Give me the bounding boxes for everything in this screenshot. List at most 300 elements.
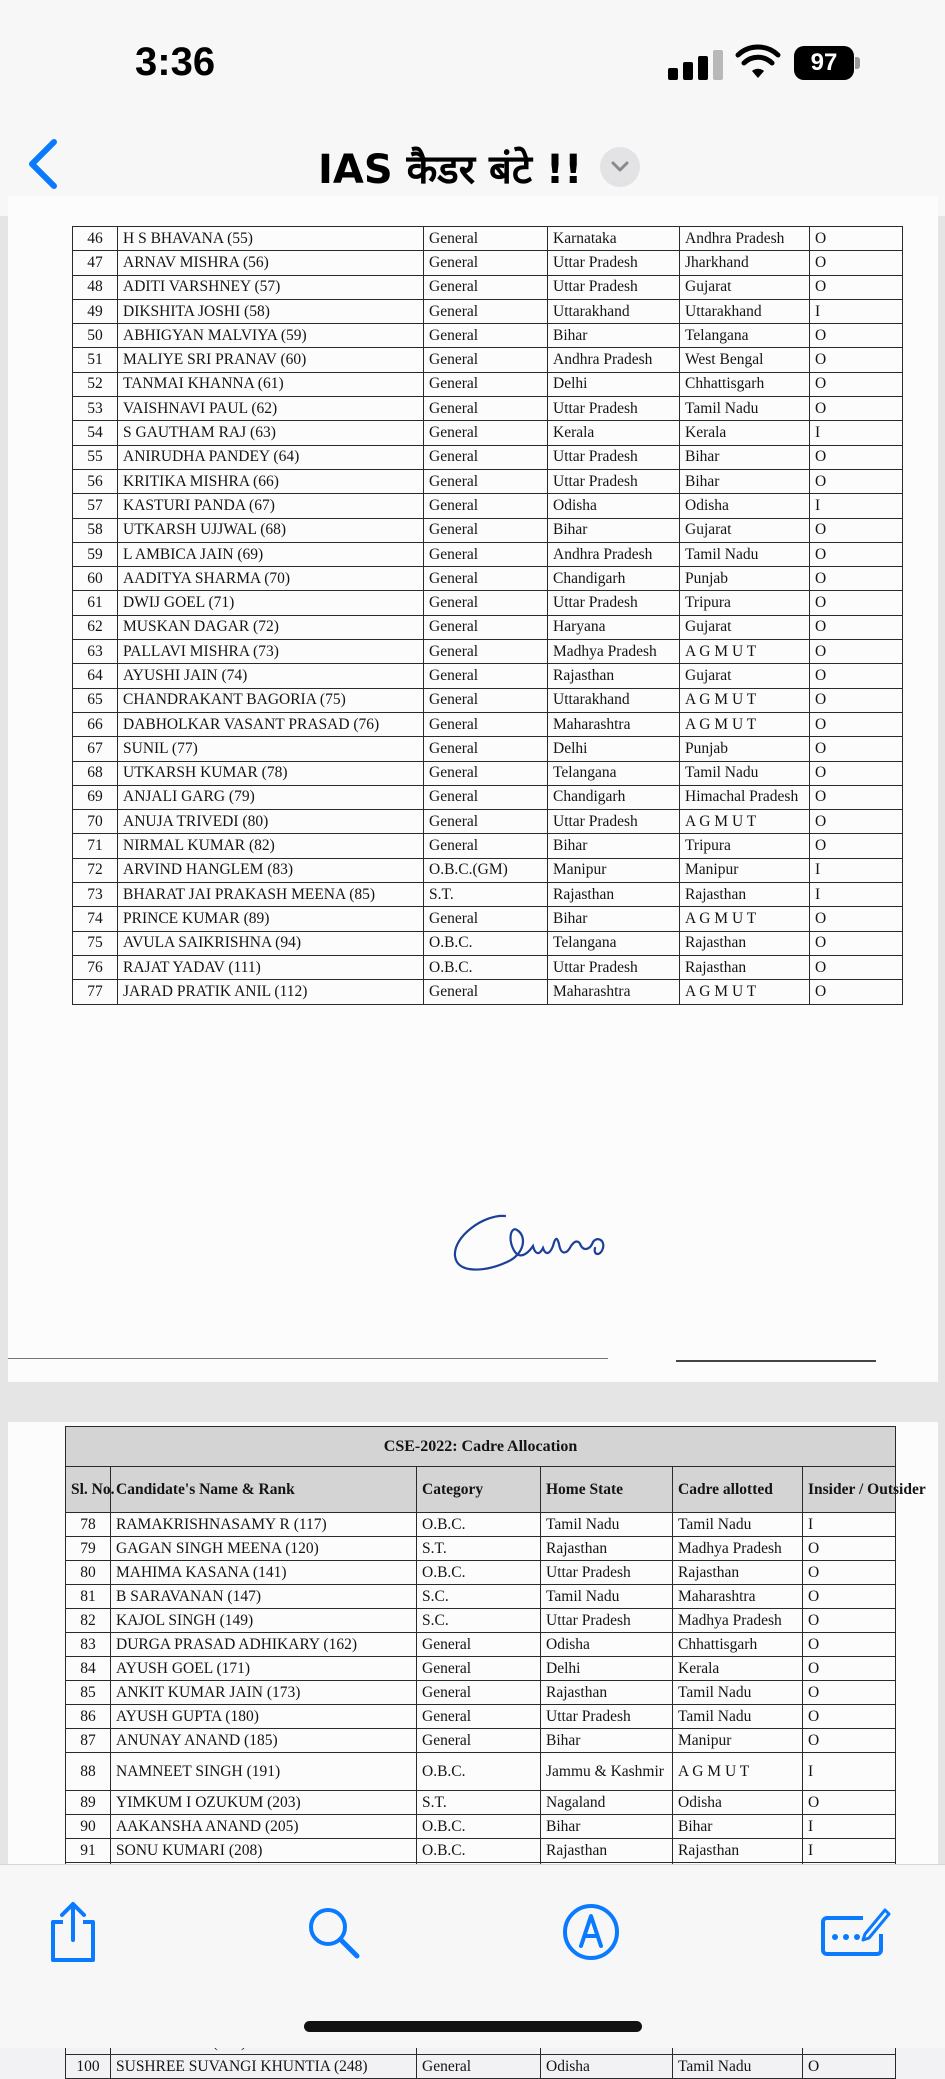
table-cell: Tamil Nadu <box>680 542 810 566</box>
table-cell: 84 <box>66 1657 111 1681</box>
table-cell: Manipur <box>673 1729 803 1753</box>
share-icon <box>45 1900 101 1964</box>
table-cell: Bihar <box>548 907 680 931</box>
table-row <box>73 227 903 251</box>
table-cell: Uttar Pradesh <box>548 445 680 469</box>
table-cell: Andhra Pradesh <box>680 227 810 251</box>
table-cell: 52 <box>73 372 118 396</box>
table-cell: DWIJ GOEL (71) <box>118 591 424 615</box>
table-cell: BHARAT JAI PRAKASH MEENA (85) <box>118 883 424 907</box>
table-cell: KRITIKA MISHRA (66) <box>118 469 424 493</box>
table-cell: 80 <box>66 1561 111 1585</box>
table-row <box>73 955 903 979</box>
table-row <box>66 1585 896 1609</box>
chevron-down-icon[interactable] <box>600 147 640 187</box>
chevron-left-icon <box>20 134 70 194</box>
column-header: Cadre allotted <box>673 1467 803 1513</box>
table-cell: AYUSHI JAIN (74) <box>118 664 424 688</box>
table-row <box>73 834 903 858</box>
table-cell: 87 <box>66 1729 111 1753</box>
table-cell: S GAUTHAM RAJ (63) <box>118 421 424 445</box>
table-cell: DURGA PRASAD ADHIKARY (162) <box>111 1633 417 1657</box>
table-cell: 89 <box>66 1791 111 1815</box>
table-cell: I <box>803 1753 896 1791</box>
table-row <box>73 810 903 834</box>
table-cell: 57 <box>73 494 118 518</box>
table-row <box>73 421 903 445</box>
table-cell: Madhya Pradesh <box>673 1537 803 1561</box>
table-cell: S.T. <box>417 1791 541 1815</box>
table-row <box>66 1705 896 1729</box>
table-cell: S.C. <box>417 1609 541 1633</box>
table-cell: Delhi <box>548 737 680 761</box>
bottom-toolbar <box>0 1864 945 2048</box>
table-cell: General <box>424 275 548 299</box>
table-cell: O <box>810 324 903 348</box>
table-cell: Chhattisgarh <box>680 372 810 396</box>
signature <box>445 1196 625 1286</box>
table-cell: JARAD PRATIK ANIL (112) <box>118 980 424 1004</box>
table-row <box>73 348 903 372</box>
table-cell: Tripura <box>680 834 810 858</box>
table-cell: MALIYE SRI PRANAV (60) <box>118 348 424 372</box>
table-cell: Uttar Pradesh <box>548 591 680 615</box>
table-cell: Manipur <box>548 858 680 882</box>
table-cell: General <box>424 299 548 323</box>
table-cell: General <box>424 615 548 639</box>
table-cell: General <box>424 494 548 518</box>
table-cell: 85 <box>66 1681 111 1705</box>
table-cell: 72 <box>73 858 118 882</box>
table-cell: Himachal Pradesh <box>680 785 810 809</box>
table-cell: Rajasthan <box>548 883 680 907</box>
table-cell: General <box>424 834 548 858</box>
table-row <box>66 1609 896 1633</box>
table-cell: 88 <box>66 1753 111 1791</box>
table-cell: Karnataka <box>548 227 680 251</box>
table-cell: General <box>424 251 548 275</box>
table-cell: O <box>803 1729 896 1753</box>
table-cell: General <box>424 324 548 348</box>
table-cell: O <box>810 737 903 761</box>
table-cell: Jharkhand <box>680 251 810 275</box>
table-cell: Andhra Pradesh <box>548 542 680 566</box>
table-row <box>73 299 903 323</box>
table-cell: MUSKAN DAGAR (72) <box>118 615 424 639</box>
table-row <box>73 980 903 1004</box>
table-cell: Telangana <box>548 931 680 955</box>
table-cell: Manipur <box>680 858 810 882</box>
table-cell: 53 <box>73 397 118 421</box>
cadre-table <box>72 226 903 1005</box>
table-cell: B SARAVANAN (147) <box>111 1585 417 1609</box>
table-cell: ANJALI GARG (79) <box>118 785 424 809</box>
table-row <box>73 542 903 566</box>
table-cell: Gujarat <box>680 518 810 542</box>
table-cell: General <box>424 397 548 421</box>
table-cell: 71 <box>73 834 118 858</box>
table-cell: Uttarakhand <box>548 299 680 323</box>
battery-level: 97 <box>794 46 854 80</box>
table-cell: General <box>424 980 548 1004</box>
table-cell: O <box>810 834 903 858</box>
table-cell: O <box>810 542 903 566</box>
table-cell: I <box>810 421 903 445</box>
table-caption: CSE-2022: Cadre Allocation <box>66 1427 896 1467</box>
table-cell: 55 <box>73 445 118 469</box>
column-header: Candidate's Name & Rank <box>111 1467 417 1513</box>
table-cell: Rajasthan <box>673 1561 803 1585</box>
status-bar <box>0 0 945 120</box>
table-cell: A G M U T <box>673 1753 803 1791</box>
table-cell: O <box>803 1585 896 1609</box>
table-row <box>73 883 903 907</box>
table-cell: Gujarat <box>680 275 810 299</box>
table-cell: A G M U T <box>680 712 810 736</box>
table-cell: O.B.C. <box>417 1815 541 1839</box>
table-cell: CHANDRAKANT BAGORIA (75) <box>118 688 424 712</box>
table-cell: West Bengal <box>680 348 810 372</box>
table-cell: Telangana <box>680 324 810 348</box>
table-cell: Uttar Pradesh <box>548 251 680 275</box>
table-cell: YIMKUM I OZUKUM (203) <box>111 1791 417 1815</box>
table-row <box>73 907 903 931</box>
table-cell: Bihar <box>680 469 810 493</box>
table-cell: DABHOLKAR VASANT PRASAD (76) <box>118 712 424 736</box>
table-row <box>73 737 903 761</box>
table-cell: TANMAI KHANNA (61) <box>118 372 424 396</box>
table-cell: Odisha <box>541 1633 673 1657</box>
table-cell: Tamil Nadu <box>673 1705 803 1729</box>
table-cell: General <box>417 2055 541 2079</box>
table-row <box>73 688 903 712</box>
markup-icon <box>561 1902 621 1962</box>
table-cell: AADITYA SHARMA (70) <box>118 567 424 591</box>
table-cell: UTKARSH UJJWAL (68) <box>118 518 424 542</box>
table-cell: 48 <box>73 275 118 299</box>
table-cell: 59 <box>73 542 118 566</box>
table-cell: Gujarat <box>680 615 810 639</box>
table-cell: ANUNAY ANAND (185) <box>111 1729 417 1753</box>
table-cell: A G M U T <box>680 640 810 664</box>
table-cell: NIRMAL KUMAR (82) <box>118 834 424 858</box>
table-cell: Uttar Pradesh <box>541 1609 673 1633</box>
table-cell: SUSHREE SUVANGI KHUNTIA (248) <box>111 2055 417 2079</box>
table-cell: Maharashtra <box>548 980 680 1004</box>
table-cell: 69 <box>73 785 118 809</box>
table-row <box>73 324 903 348</box>
table-cell: Tamil Nadu <box>673 1681 803 1705</box>
table-cell: Chandigarh <box>548 785 680 809</box>
table-cell: General <box>424 712 548 736</box>
table-cell: 70 <box>73 810 118 834</box>
table-cell: O <box>810 372 903 396</box>
table-cell: Uttar Pradesh <box>548 397 680 421</box>
table-cell: 73 <box>73 883 118 907</box>
table-cell: Madhya Pradesh <box>548 640 680 664</box>
table-row <box>73 494 903 518</box>
table-cell: 54 <box>73 421 118 445</box>
table-row <box>66 1729 896 1753</box>
table-row <box>73 640 903 664</box>
table-cell: Maharashtra <box>673 1585 803 1609</box>
table-cell: Rajasthan <box>680 931 810 955</box>
table-cell: Tamil Nadu <box>673 2055 803 2079</box>
table-cell: RAJAT YADAV (111) <box>118 955 424 979</box>
table-row <box>66 1753 896 1791</box>
table-cell: Haryana <box>548 615 680 639</box>
table-row <box>73 858 903 882</box>
table-cell: ARNAV MISHRA (56) <box>118 251 424 275</box>
pdf-page <box>8 196 938 1382</box>
table-cell: 51 <box>73 348 118 372</box>
table-cell: General <box>424 542 548 566</box>
form-fill-icon <box>819 1904 891 1960</box>
table-cell: O <box>803 1705 896 1729</box>
table-cell: 66 <box>73 712 118 736</box>
table-cell: 68 <box>73 761 118 785</box>
table-cell: General <box>424 469 548 493</box>
table-cell: O <box>803 1791 896 1815</box>
table-cell: O <box>810 810 903 834</box>
table-row <box>73 518 903 542</box>
table-row <box>73 591 903 615</box>
table-cell: O <box>810 227 903 251</box>
table-cell: S.T. <box>424 883 548 907</box>
table-cell: O.B.C.(GM) <box>424 858 548 882</box>
status-time: 3:36 <box>135 40 216 84</box>
table-row <box>66 1839 896 1863</box>
column-header: Insider / Outsider <box>803 1467 896 1513</box>
table-cell: O <box>810 469 903 493</box>
table-cell: I <box>803 1839 896 1863</box>
table-cell: KASTURI PANDA (67) <box>118 494 424 518</box>
table-cell: Odisha <box>541 2055 673 2079</box>
table-cell: I <box>810 858 903 882</box>
table-cell: KAJOL SINGH (149) <box>111 1609 417 1633</box>
search-button[interactable] <box>298 1897 368 1967</box>
table-cell: O <box>803 1561 896 1585</box>
table-cell: General <box>417 1705 541 1729</box>
table-cell: General <box>424 761 548 785</box>
table-cell: O <box>810 445 903 469</box>
back-button[interactable] <box>20 134 70 194</box>
table-row <box>66 1537 896 1561</box>
table-cell: General <box>424 348 548 372</box>
table-cell: Chandigarh <box>548 567 680 591</box>
battery-icon <box>794 46 860 80</box>
table-cell: O <box>810 591 903 615</box>
table-row <box>66 1657 896 1681</box>
table-cell: O <box>803 1537 896 1561</box>
table-cell: O <box>810 785 903 809</box>
table-cell: 78 <box>66 1513 111 1537</box>
table-cell: 63 <box>73 640 118 664</box>
table-cell: ANUJA TRIVEDI (80) <box>118 810 424 834</box>
table-cell: I <box>803 1815 896 1839</box>
table-cell: General <box>424 664 548 688</box>
table-cell: O.B.C. <box>417 1753 541 1791</box>
table-cell: AYUSH GUPTA (180) <box>111 1705 417 1729</box>
table-cell: L AMBICA JAIN (69) <box>118 542 424 566</box>
table-cell: O <box>810 664 903 688</box>
wifi-icon <box>735 46 781 80</box>
table-row <box>66 1815 896 1839</box>
table-cell: General <box>424 688 548 712</box>
table-row <box>66 1791 896 1815</box>
table-cell: Odisha <box>680 494 810 518</box>
column-header: Category <box>417 1467 541 1513</box>
table-cell: Tamil Nadu <box>673 1513 803 1537</box>
table-cell: General <box>424 640 548 664</box>
table-cell: AAKANSHA ANAND (205) <box>111 1815 417 1839</box>
table-cell: Uttarakhand <box>680 299 810 323</box>
table-cell: General <box>424 907 548 931</box>
table-cell: ARVIND HANGLEM (83) <box>118 858 424 882</box>
table-cell: 46 <box>73 227 118 251</box>
table-cell: General <box>424 737 548 761</box>
table-cell: Rajasthan <box>541 1681 673 1705</box>
table-cell: ABHIGYAN MALVIYA (59) <box>118 324 424 348</box>
table-row <box>73 785 903 809</box>
table-cell: 91 <box>66 1839 111 1863</box>
table-cell: 60 <box>73 567 118 591</box>
table-cell: Gujarat <box>680 664 810 688</box>
table-cell: 74 <box>73 907 118 931</box>
table-cell: Uttar Pradesh <box>541 1705 673 1729</box>
table-cell: O <box>810 761 903 785</box>
table-cell: S.C. <box>417 1585 541 1609</box>
table-cell: 64 <box>73 664 118 688</box>
table-cell: O <box>810 980 903 1004</box>
table-cell: O <box>810 567 903 591</box>
search-icon <box>305 1904 361 1960</box>
home-indicator <box>304 2021 642 2032</box>
table-cell: Punjab <box>680 567 810 591</box>
table-row <box>73 445 903 469</box>
table-cell: 61 <box>73 591 118 615</box>
table-cell: Uttar Pradesh <box>541 1561 673 1585</box>
table-cell: General <box>424 227 548 251</box>
table-cell: Bihar <box>680 445 810 469</box>
table-cell: General <box>424 372 548 396</box>
table-cell: PRINCE KUMAR (89) <box>118 907 424 931</box>
table-cell: O <box>810 615 903 639</box>
table-cell: 62 <box>73 615 118 639</box>
table-cell: Nagaland <box>541 1791 673 1815</box>
table-cell: General <box>417 1729 541 1753</box>
table-cell: A G M U T <box>680 688 810 712</box>
table-cell: SONU KUMARI (208) <box>111 1839 417 1863</box>
markup-button[interactable] <box>556 1897 626 1967</box>
table-cell: 47 <box>73 251 118 275</box>
pdf-page <box>8 1422 938 2075</box>
table-cell: 75 <box>73 931 118 955</box>
table-row <box>73 712 903 736</box>
table-cell: General <box>417 1681 541 1705</box>
table-cell: Punjab <box>680 737 810 761</box>
table-cell: 86 <box>66 1705 111 1729</box>
table-cell: Kerala <box>673 1657 803 1681</box>
table-cell: O <box>810 712 903 736</box>
table-cell: Tamil Nadu <box>541 1585 673 1609</box>
table-cell: MAHIMA KASANA (141) <box>111 1561 417 1585</box>
share-button[interactable] <box>38 1897 108 1967</box>
table-cell: Tamil Nadu <box>541 1513 673 1537</box>
table-cell: I <box>810 883 903 907</box>
table-cell: Telangana <box>548 761 680 785</box>
table-cell: Rajasthan <box>541 1839 673 1863</box>
table-cell: Andhra Pradesh <box>548 348 680 372</box>
table-cell: O <box>810 955 903 979</box>
table-cell: General <box>424 518 548 542</box>
table-row <box>66 2055 896 2079</box>
table-cell: 77 <box>73 980 118 1004</box>
table-cell: Chhattisgarh <box>673 1633 803 1657</box>
table-cell: 50 <box>73 324 118 348</box>
table-row <box>73 615 903 639</box>
table-cell: O <box>803 1609 896 1633</box>
table-cell: Rajasthan <box>680 955 810 979</box>
table-cell: 90 <box>66 1815 111 1839</box>
table-row <box>73 251 903 275</box>
table-row <box>73 664 903 688</box>
table-cell: Uttar Pradesh <box>548 275 680 299</box>
table-cell: I <box>803 1513 896 1537</box>
table-cell: 67 <box>73 737 118 761</box>
form-fill-button[interactable] <box>820 1897 890 1967</box>
table-cell: ADITI VARSHNEY (57) <box>118 275 424 299</box>
table-cell: Kerala <box>680 421 810 445</box>
table-cell: Bihar <box>541 1815 673 1839</box>
table-row <box>66 1681 896 1705</box>
table-cell: 76 <box>73 955 118 979</box>
column-header: Sl. No. <box>66 1467 111 1513</box>
table-cell: 56 <box>73 469 118 493</box>
table-cell: General <box>417 1657 541 1681</box>
table-cell: O <box>810 251 903 275</box>
table-cell: O <box>810 348 903 372</box>
document-viewer[interactable] <box>0 216 945 2075</box>
table-cell: Tamil Nadu <box>680 761 810 785</box>
table-cell: Uttar Pradesh <box>548 955 680 979</box>
title-menu[interactable] <box>318 142 640 192</box>
table-cell: ANKIT KUMAR JAIN (173) <box>111 1681 417 1705</box>
table-cell: UTKARSH KUMAR (78) <box>118 761 424 785</box>
table-cell: O <box>803 1657 896 1681</box>
table-cell: O.B.C. <box>424 931 548 955</box>
table-cell: S.T. <box>417 1537 541 1561</box>
table-cell: 83 <box>66 1633 111 1657</box>
table-cell: AYUSH GOEL (171) <box>111 1657 417 1681</box>
table-cell: General <box>424 785 548 809</box>
table-cell: I <box>810 299 903 323</box>
table-cell: Rajasthan <box>541 1537 673 1561</box>
table-cell: Rajasthan <box>680 883 810 907</box>
table-row <box>73 567 903 591</box>
cellular-signal-icon <box>668 50 724 80</box>
document-title: IAS कैडर बंटे !! <box>318 146 583 193</box>
table-cell: A G M U T <box>680 907 810 931</box>
table-cell: 82 <box>66 1609 111 1633</box>
table-row <box>66 1633 896 1657</box>
table-cell: O.B.C. <box>417 1839 541 1863</box>
table-cell: O.B.C. <box>424 955 548 979</box>
table-cell: H S BHAVANA (55) <box>118 227 424 251</box>
table-cell: O.B.C. <box>417 1561 541 1585</box>
table-cell: Odisha <box>548 494 680 518</box>
table-cell: Bihar <box>673 1815 803 1839</box>
